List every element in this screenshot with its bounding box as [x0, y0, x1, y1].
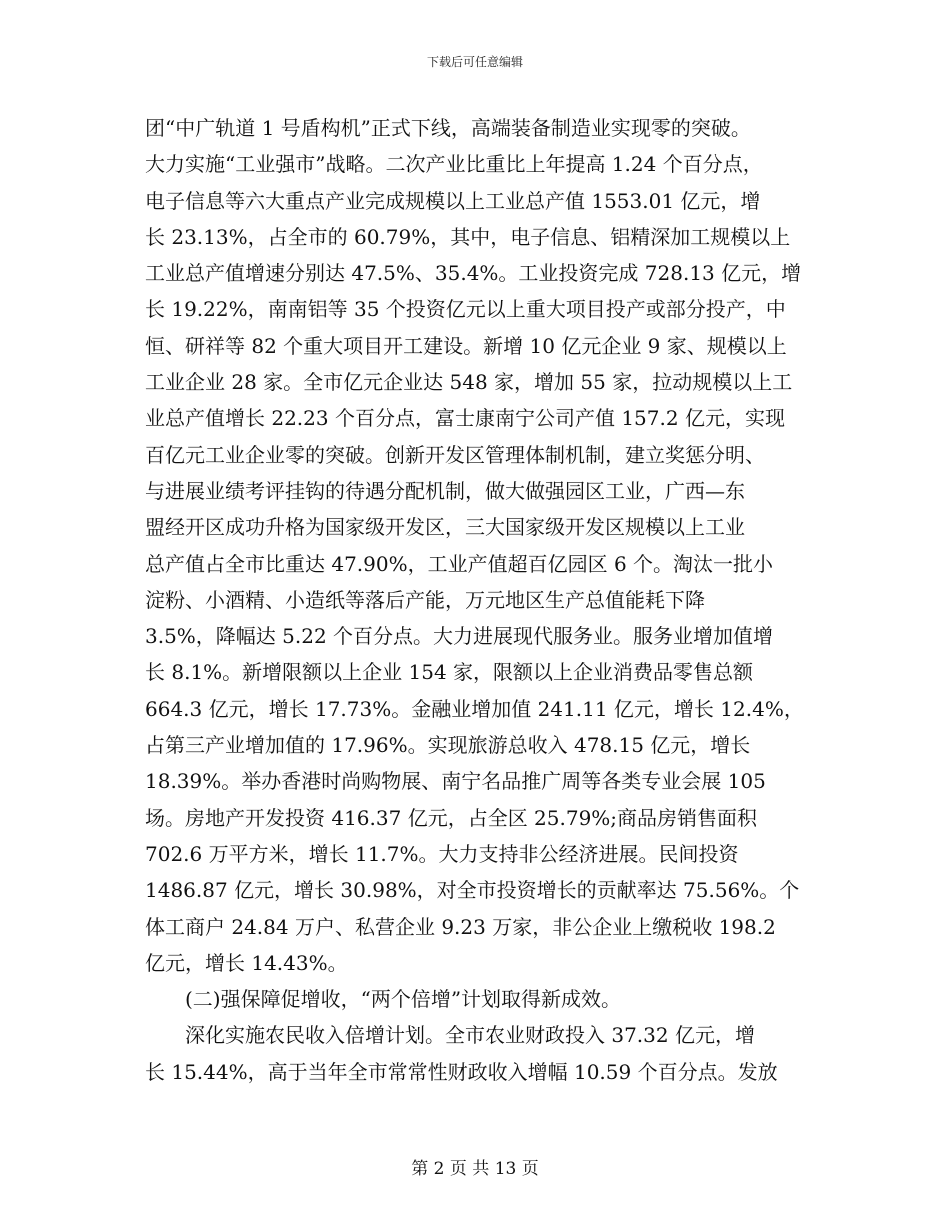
text-line: 工业总产值增速分别达 47.5%、35.4%。工业投资完成 728.13 亿元，增 [145, 261, 802, 286]
text-line: 电子信息等六大重点产业完成规模以上工业总产值 1553.01 亿元，增 [145, 188, 761, 213]
text-line: 18.39%。举办香港时尚购物展、南宁名品推广周等各类专业会展 105 [145, 769, 766, 794]
text-line: 工业企业 28 家。全市亿元企业达 548 家，增加 55 家，拉动规模以上工 [145, 370, 793, 395]
text-line: 702.6 万平方米，增长 11.7%。大力支持非公经济进展。民间投资 [145, 841, 739, 866]
text-line: 业总产值增长 22.23 个百分点，富士康南宁公司产值 157.2 亿元，实现 [145, 406, 785, 431]
text-line: 恒、研祥等 82 个重大项目开工建设。新增 10 亿元企业 9 家、规模以上 [145, 333, 787, 358]
text-line: 占第三产业增加值的 17.96%。实现旅游总收入 478.15 亿元，增长 [145, 733, 751, 758]
text-line: 亿元，增长 14.43%。 [145, 950, 348, 975]
page-number: 第 2 页 共 13 页 [411, 1159, 539, 1179]
text-line: 长 8.1%。新增限额以上企业 154 家，限额以上企业消费品零售总额 [145, 660, 754, 685]
section-heading: (二)强保障促增收，“两个倍增”计划取得新成效。 [185, 987, 622, 1012]
text-line: 664.3 亿元，增长 17.73%。金融业增加值 241.11 亿元，增长 12.4%， [145, 696, 804, 721]
text-line: 总产值占全市比重达 47.90%，工业产值超百亿园区 6 个。淘汰一批小 [145, 551, 774, 576]
text-line: 长 15.44%，高于当年全市常常性财政收入增幅 10.59 个百分点。发放 [145, 1059, 778, 1084]
text-line: 体工商户 24.84 万户、私营企业 9.23 万家，非公企业上缴税收 198.2 [145, 914, 776, 939]
text-line: 长 19.22%，南南铝等 35 个投资亿元以上重大项目投产或部分投产，中 [145, 297, 786, 322]
text-line: 深化实施农民收入倍增计划。全市农业财政投入 37.32 亿元，增 [185, 1023, 755, 1048]
text-line: 场。房地产开发投资 416.37 亿元，占全区 25.79%;商品房销售面积 [145, 805, 758, 830]
text-line: 盟经开区成功升格为国家级开发区，三大国家级开发区规模以上工业 [145, 515, 745, 540]
body-text [145, 110, 825, 1090]
text-line: 大力实施“工业强市”战略。二次产业比重比上年提高 1.24 个百分点， [145, 152, 763, 177]
text-line: 淀粉、小酒精、小造纸等落后产能，万元地区生产总值能耗下降 [145, 587, 705, 612]
text-line: 与进展业绩考评挂钩的待遇分配机制，做大做强园区工业，广西—东 [145, 478, 745, 503]
text-line: 3.5%，降幅达 5.22 个百分点。大力进展现代服务业。服务业增加值增 [145, 624, 774, 649]
text-line: 团“中广轨道 1 号盾构机”正式下线，高端装备制造业实现零的突破。 [145, 116, 751, 140]
page-header: 下载后可任意编辑 [426, 55, 523, 69]
text-line: 百亿元工业企业零的突破。创新开发区管理体制机制，建立奖惩分明、 [145, 442, 765, 467]
text-line: 1486.87 亿元，增长 30.98%，对全市投资增长的贡献率达 75.56%。个 [145, 878, 800, 903]
text-line: 长 23.13%，占全市的 60.79%，其中，电子信息、铝精深加工规模以上 [145, 224, 791, 249]
